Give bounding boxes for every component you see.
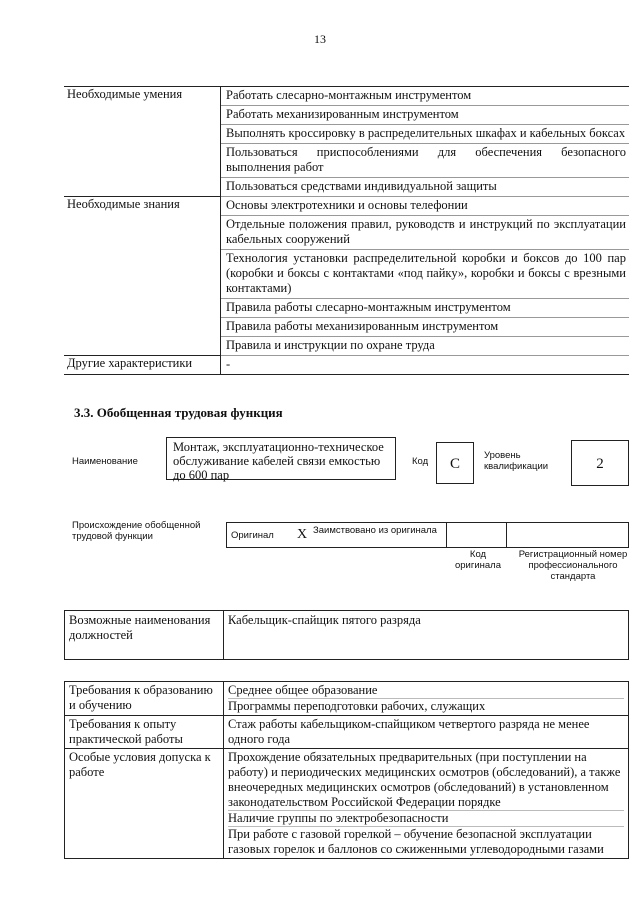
- conditions-label: Особые условия допуска к работе: [65, 749, 224, 859]
- origin-row: [226, 522, 629, 548]
- condition-item: Наличие группы по электробезопасности: [228, 810, 624, 826]
- positions-label: Возможные наименования должностей: [65, 611, 224, 660]
- education-item: Среднее общее образование: [228, 683, 378, 697]
- knowledge-item: Отдельные положения правил, руководств и инструкций по эксплуатации кабельных сооружений: [221, 216, 630, 250]
- knowledge-item: Правила работы механизированным инструментом: [221, 318, 630, 337]
- education-item: Программы переподготовки рабочих, служащих: [228, 698, 624, 714]
- positions-value: Кабельщик-спайщик пятого разряда: [224, 611, 629, 660]
- function-name-box: Монтаж, эксплуатационно-техническое обслуживание кабелей связи емкостью до 600 пар: [166, 437, 396, 480]
- original-label: Оригинал: [231, 530, 274, 541]
- origin-label: Происхождение обобщенной трудовой функции: [72, 520, 201, 542]
- experience-label: Требования к опыту практической работы: [65, 716, 224, 749]
- education-label: Требования к образованию и обучению: [65, 682, 224, 716]
- code-box: С: [436, 442, 474, 484]
- knowledge-label: Необходимые знания: [64, 197, 221, 356]
- experience-value: Стаж работы кабельщиком-спайщиком четвертого разряда не менее одного года: [224, 716, 629, 749]
- knowledge-item: Правила работы слесарно-монтажным инструментом: [221, 299, 630, 318]
- skill-item: Работать механизированным инструментом: [221, 106, 630, 125]
- skill-item: Выполнять кроссировку в распределительных шкафах и кабельных боксах: [221, 125, 630, 144]
- original-cell: [226, 523, 446, 547]
- code-label: Код: [412, 456, 429, 467]
- knowledge-item: Правила и инструкции по охране труда: [221, 337, 630, 356]
- section-title: 3.3. Обобщенная трудовая функция: [74, 405, 283, 420]
- qualification-level-box: 2: [571, 440, 629, 486]
- reg-number-label: Регистрационный номер профессионального стандарта: [518, 549, 628, 582]
- name-label: Наименование: [72, 456, 138, 467]
- knowledge-item: Технология установки распределительной коробки и боксов до 100 пар (коробки и боксы с контактами «под пайку», коробки и боксы с врезными контактами): [221, 250, 630, 299]
- requirements-table: [64, 681, 629, 859]
- other-characteristics-label: Другие характеристики: [64, 356, 221, 375]
- other-characteristics-value: -: [221, 356, 630, 375]
- skills-label: Необходимые умения: [64, 87, 221, 197]
- borrowed-label: Заимствовано из оригинала: [313, 525, 437, 536]
- education-value: [224, 682, 629, 716]
- original-code-cell: [446, 523, 506, 547]
- reg-number-cell: [506, 523, 629, 547]
- positions-table: [64, 610, 629, 660]
- original-mark: X: [297, 527, 308, 542]
- skills-knowledge-table: [64, 86, 629, 375]
- knowledge-item: Основы электротехники и основы телефонии: [221, 197, 630, 216]
- condition-item: Прохождение обязательных предварительных (при поступлении на работу) и периодических медицинских осмотров (обследований), а также внеочередных медицинских осмотров (обследований) в установленном законодательством Российской Федерации порядке: [228, 750, 621, 809]
- skill-item: Пользоваться средствами индивидуальной защиты: [221, 178, 630, 197]
- qualification-level-label: Уровень квалификации: [484, 450, 549, 472]
- condition-item: При работе с газовой горелкой – обучение безопасной эксплуатации газовых горелок и баллонов со сжиженными углеводородными газами: [228, 826, 624, 857]
- skill-item: Работать слесарно-монтажным инструментом: [221, 87, 630, 106]
- original-code-label: Код оригинала: [454, 549, 501, 571]
- skill-item: Пользоваться приспособлениями для обеспечения безопасного выполнения работ: [221, 144, 630, 178]
- conditions-value: [224, 749, 629, 859]
- page-number: 13: [314, 32, 326, 46]
